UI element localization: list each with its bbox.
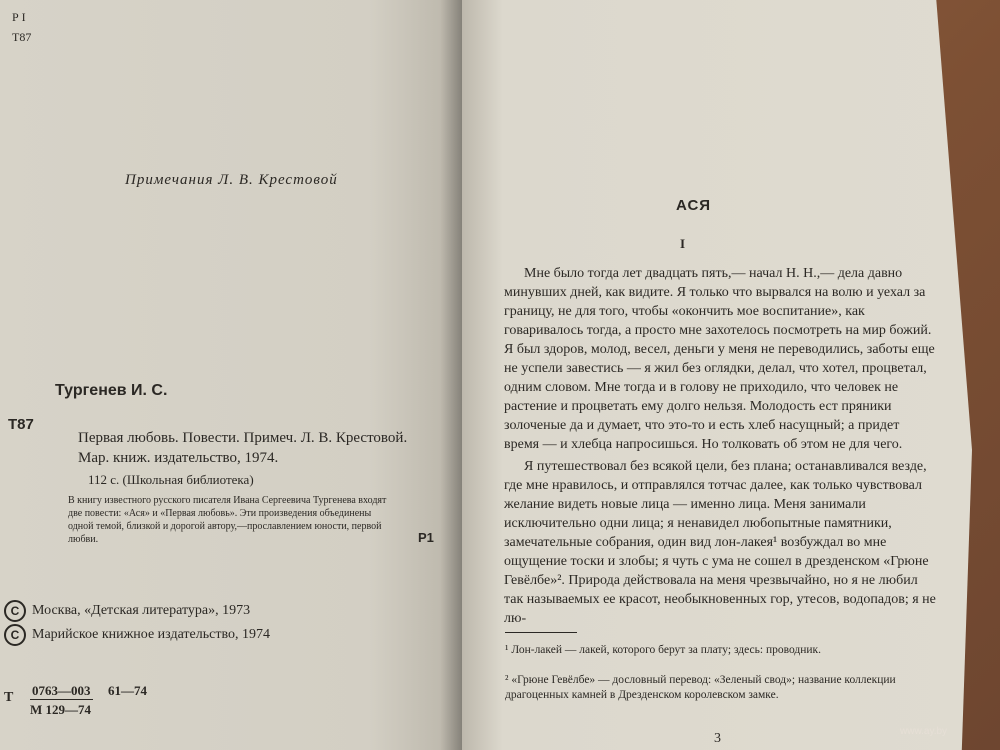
classification-code: Р I	[12, 10, 26, 24]
bibliographic-entry: Первая любовь. Повести. Примеч. Л. В. Крестовой. Мар. книж. издательство, 1974.	[78, 430, 408, 466]
chapter-number: I	[680, 236, 686, 251]
paragraph-1: Мне было тогда лет двадцать пять,— начал Н. Н.,— дела давно минувших дней, как видите. Я только что вырвался на волю и уехал за границу, не для того, чтобы «окончить мое воспитание», как говаривалось тогда, а просто мне захотелось посмотреть на мир божий. Я был здоров, молод, весел, деньги у меня не переводились, заботы еще не успели завестись — я жил без оглядки, делал, что хотел, процветал, одним словом. Мне тогда и в голову не приходило, что человек не растение и процветать ему долго нельзя. Молодость ест пряники золоченые да и думает, что это-то и есть хлеб насущный; а придет время — и хлебца напросишься. Но толковать об этом не для чего.	[504, 266, 935, 452]
copyright-icon: С	[4, 624, 26, 646]
footnote-1: ¹ Лон-лакей — лакей, которого берут за плату; здесь: проводник.	[505, 644, 822, 656]
watermark: www.ay.by	[900, 726, 948, 737]
annotation: В книгу известного русского писателя Ивана Сергеевича Тургенева входят две повести: «Ася» и «Первая любовь». Эти произведения объединены одной темой, близкой и дорогой автору,—прославлением юности, первой любви.	[68, 495, 387, 545]
page-number: 3	[714, 731, 721, 746]
paragraph-2: Я путешествовал без всякой цели, без плана; останавливался везде, где мне нравилось, и отправлялся тотчас далее, как только чувствовал желание видеть новые лица — именно лица. Меня занимали исключительно одни лица; я ненавидел любопытные памятники, замечательные собрания, один вид лон-лакея¹ возбуждал во мне ощущение тоски и злобы; я чуть с ума не сошел в дрезденском «Грюне Гевёлбе»². Природа действовала на меня чрезвычайно, но я не любил так называемых ее красот, необыкновенных гор, утесов, водопадов; я не лю-	[504, 459, 936, 626]
footnote-divider	[505, 632, 577, 633]
story-body	[504, 264, 936, 628]
footnote-2: ² «Грюне Гевёлбе» — дословный перевод: «Зеленый свод»; название коллекции драгоценных камней в Дрезденском королевском замке.	[505, 674, 896, 701]
notes-credit: Примечания Л. В. Крестовой	[125, 172, 338, 188]
left-page	[0, 0, 462, 750]
index-suffix: 61—74	[108, 683, 147, 698]
index-fraction-bottom: М 129—74	[30, 702, 92, 717]
copyright-line-1	[4, 600, 250, 622]
copyright-text-2: Марийское книжное издательство, 1974	[32, 627, 270, 642]
classification-bottom: Р1	[418, 530, 434, 545]
copyright-line-2	[4, 624, 270, 646]
index-letter: Т	[4, 690, 14, 705]
index-fraction-top: 0763—003	[32, 683, 91, 698]
story-title: АСЯ	[676, 197, 712, 214]
copyright-text-1: Москва, «Детская литература», 1973	[32, 603, 251, 618]
copyright-icon: С	[4, 600, 26, 622]
author-name: Тургенев И. С.	[55, 382, 168, 399]
pages-series: 112 с. (Школьная библиотека)	[88, 472, 254, 487]
catalog-code: Т87	[8, 416, 34, 433]
classification-code-secondary: Т87	[12, 30, 32, 44]
